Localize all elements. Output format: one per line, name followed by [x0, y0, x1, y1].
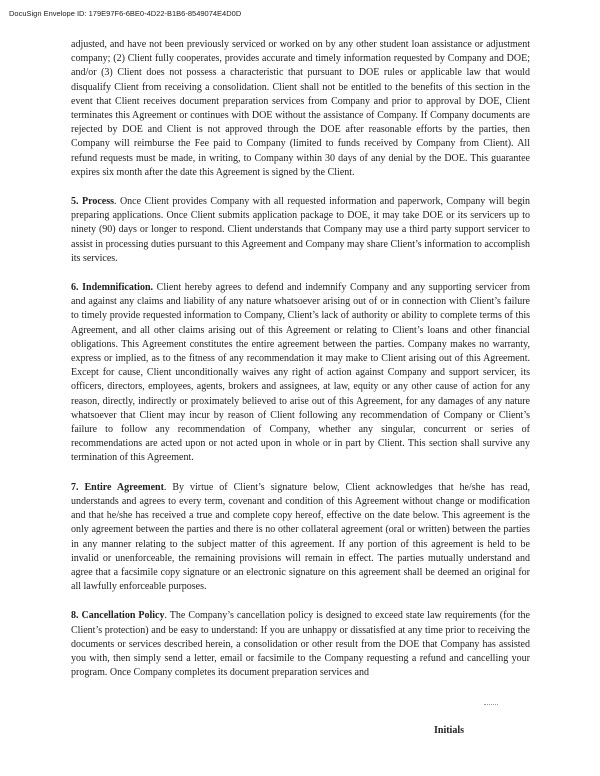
- section-heading: 8. Cancellation Policy: [71, 610, 165, 622]
- section-text: . By virtue of Client’s signature below, Client acknowledges that he/she has read, understands and agrees to every term, covenant and condition of this Agreement without change or modification and that he/she has received a true and complete copy hereof, effective on the date below. This agreement is the only agreement between the parties and there is no other collateral agreement (oral or written) between the parties in any manner relating to the subject matter of this agreement. If any portion of this agreement is held to be invalid or unenforceable, the remaining provisions will remain in effect. The parties mutually understand and agree that a facsimile copy signature or an electronic signature on this agreement shall be deemed an original for all lawfully enforceable purposes.: [71, 481, 530, 593]
- initials-label: Initials: [434, 725, 465, 736]
- section-text: . The Company’s cancellation policy is designed to exceed state law requirements (for the Client’s protection) and be easy to understand: If you are unhappy or dissatisfied at any time prior to receiving the documents or services described herein, a consolidation or other result from the DOE that Company has assisted you with, then simply send a letter, email or facsimile to the Company requesting a refund and cancelling your program. Once Company completes its document preparation services and: [71, 610, 530, 679]
- section-heading: 7. Entire Agreement: [71, 481, 164, 493]
- section-indemnification: [71, 281, 530, 466]
- initials-line: [484, 704, 498, 705]
- continuation-paragraph: adjusted, and have not been previously serviced or worked on by any other student loan assistance or adjustment company; (2) Client fully cooperates, provides accurate and timely information requested by Company and DOE; and/or (3) Client does not possess a characteristic that pursuant to DOE rules or applicable law that would disqualify Client from receiving a consolidation. Client shall not be entitled to the benefits of this section in the event that Client receives document preparation services from Company and prior to approval by DOE, Client terminates this Agreement or continues with DOE without the assistance of Company. If Company documents are rejected by DOE and Client is not approved through the DOE after reasonable efforts by the parties, then Company will reimburse the Fee paid to Company (limited to funds received by Company from Client). All refund requests must be made, in writing, to Company within 30 days of any denial by the DOE. This guarantee expires six month after the date this Agreement is signed by the Client.: [71, 39, 530, 178]
- section-text: . Once Client provides Company with all requested information and paperwork, Company will begin preparing applications. Once Client submits application package to DOE, it may take DOE or its servicers up to ninety (90) days or longer to respond. Client understands that Company may use a third party support servicer to assist in processing duties pursuant to this Agreement and Company may share Client’s information to accomplish its services.: [71, 196, 531, 264]
- section-process: [71, 195, 530, 266]
- section-heading: 5. Process: [71, 196, 114, 208]
- section-cancellation-policy: [71, 609, 530, 680]
- section-text: Client hereby agrees to defend and indemnify Company and any supporting servicer from and against any claims and liability of any nature whatsoever arising out of or in connection with Client’s failure to timely provide requested information to Company, Client’s lack of authority or ability to complete terms of this Agreement, and all other claims arising out of this Agreement or relating to Client’s loans and other financial obligations. This Agreement constitutes the entire agreement between the parties. Company makes no warranty, express or implied, as to the fitness of any recommendation it may make to Client arising out of this Agreement. Except for cause, Client unconditionally waives any right of action against Company and support servicer, its officers, directors, employees, agents, brokers and assignees, at law, equity or any other cause of action for any reason, directly, indirectly or proximately believed to arise out of this Agreement, for any damages of any nature whatsoever that Client may incur by reason of Client following any recommendation of Company or Client’s failure to follow any recommendation of Company, whether any singular, concurrent or series of recommendations are acted upon or not acted upon in whole or in part by Client. This section shall survive any termination of this Agreement.: [71, 282, 531, 464]
- envelope-id: DocuSign Envelope ID: 179E97F6-6BE0-4D22-B1B6-8549074E4D0D: [9, 9, 242, 18]
- agreement-body: [71, 38, 530, 695]
- section-heading: 6. Indemnification.: [71, 282, 154, 294]
- section-entire-agreement: [71, 481, 530, 595]
